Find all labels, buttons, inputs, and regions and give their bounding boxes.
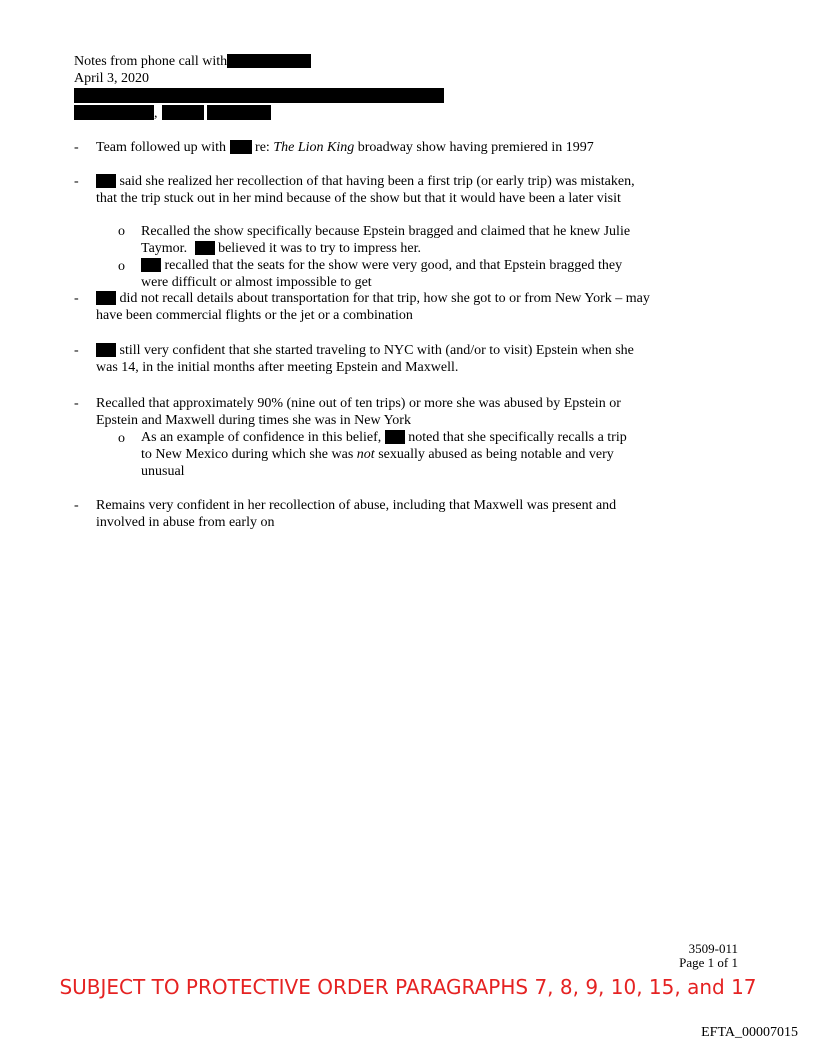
bullet-3-body: did not recall details about transportation for that trip, how she got to or from New York – may have been commercial flights or the jet or a combination bbox=[96, 291, 650, 323]
sub-bullet-2b-text bbox=[141, 257, 651, 291]
bullet-1-text bbox=[96, 139, 656, 156]
protective-order-stamp: SUBJECT TO PROTECTIVE ORDER PARAGRAPHS 7, 8, 9, 10, 15, and 17 bbox=[59, 975, 757, 999]
sub-bullet-5a-mid: noted that she specifically recalls a trip to New Mexico during which she was bbox=[141, 430, 627, 462]
document-number: 3509-011 bbox=[688, 941, 738, 956]
redaction-separator: , bbox=[154, 106, 158, 121]
redaction-box bbox=[195, 241, 215, 255]
redaction-box bbox=[162, 105, 204, 120]
sub-bullet-marker: o bbox=[118, 259, 125, 274]
sub-bullet-marker: o bbox=[118, 224, 125, 239]
bullet-dash: - bbox=[74, 498, 79, 513]
redaction-box bbox=[230, 140, 252, 154]
bullet-4-body: still very confident that she started traveling to NYC with (and/or to visit) Epstein when she was 14, in the initial months after meeting Epstein and Maxwell. bbox=[96, 343, 634, 375]
bullet-dash: - bbox=[74, 396, 79, 411]
redaction-box bbox=[141, 258, 161, 272]
sub-bullet-5a-text bbox=[141, 429, 641, 480]
page-number: Page 1 of 1 bbox=[679, 955, 738, 970]
emphasis-not: not bbox=[356, 447, 375, 462]
header-date: April 3, 2020 bbox=[74, 71, 150, 86]
bullet-dash: - bbox=[74, 343, 79, 358]
bullet-6-text: Remains very confident in her recollection of abuse, including that Maxwell was present and involved in abuse from early on bbox=[96, 498, 617, 530]
bullet-3-text bbox=[96, 290, 651, 324]
redaction-box bbox=[227, 54, 311, 68]
bullet-1-suffix: broadway show having premiered in 1997 bbox=[354, 140, 594, 155]
redaction-box bbox=[207, 105, 271, 120]
header-line-1 bbox=[74, 53, 311, 70]
redaction-box bbox=[96, 174, 116, 188]
header-redacted-line bbox=[74, 105, 271, 120]
sub-bullet-5a-suffix: sexually abused as being notable and very unusual bbox=[141, 447, 614, 479]
sub-bullet-marker: o bbox=[118, 431, 125, 446]
sub-bullet-5a-prefix: As an example of confidence in this belief, bbox=[141, 430, 382, 445]
sub-bullet-2a-text bbox=[141, 223, 636, 257]
bates-number: EFTA_00007015 bbox=[701, 1025, 798, 1040]
bullet-2-body: said she realized her recollection of that having been a first trip (or early trip) was mistaken, that the trip stuck out in her mind because of the show but that it would have been a later visit bbox=[96, 174, 635, 206]
bullet-dash: - bbox=[74, 174, 79, 189]
header-title-text: Notes from phone call with bbox=[74, 54, 228, 69]
redaction-box bbox=[96, 291, 116, 305]
sub-bullet-2b-body: recalled that the seats for the show were very good, and that Epstein bragged they were difficult or almost impossible to get bbox=[141, 258, 623, 290]
redaction-box bbox=[385, 430, 405, 444]
sub-bullet-2a-part-b: believed it was to try to impress her. bbox=[214, 241, 422, 256]
bullet-2-text bbox=[96, 173, 651, 207]
redaction-box bbox=[74, 88, 444, 103]
bullet-5-text: Recalled that approximately 90% (nine out of ten trips) or more she was abused by Epstein or Epstein and Maxwell during times she was in New York bbox=[96, 396, 621, 428]
bullet-4-text bbox=[96, 342, 651, 376]
redaction-box bbox=[74, 105, 154, 120]
bullet-dash: - bbox=[74, 291, 79, 306]
bullet-1-prefix: Team followed up with bbox=[96, 140, 227, 155]
redaction-box bbox=[96, 343, 116, 357]
bullet-dash: - bbox=[74, 140, 79, 155]
show-title: The Lion King bbox=[273, 140, 355, 155]
sub-bullet-2a-part-a: Recalled the show specifically because Epstein bragged and claimed that he knew Julie Taymor. bbox=[141, 224, 631, 256]
bullet-1-mid: re: bbox=[251, 140, 274, 155]
